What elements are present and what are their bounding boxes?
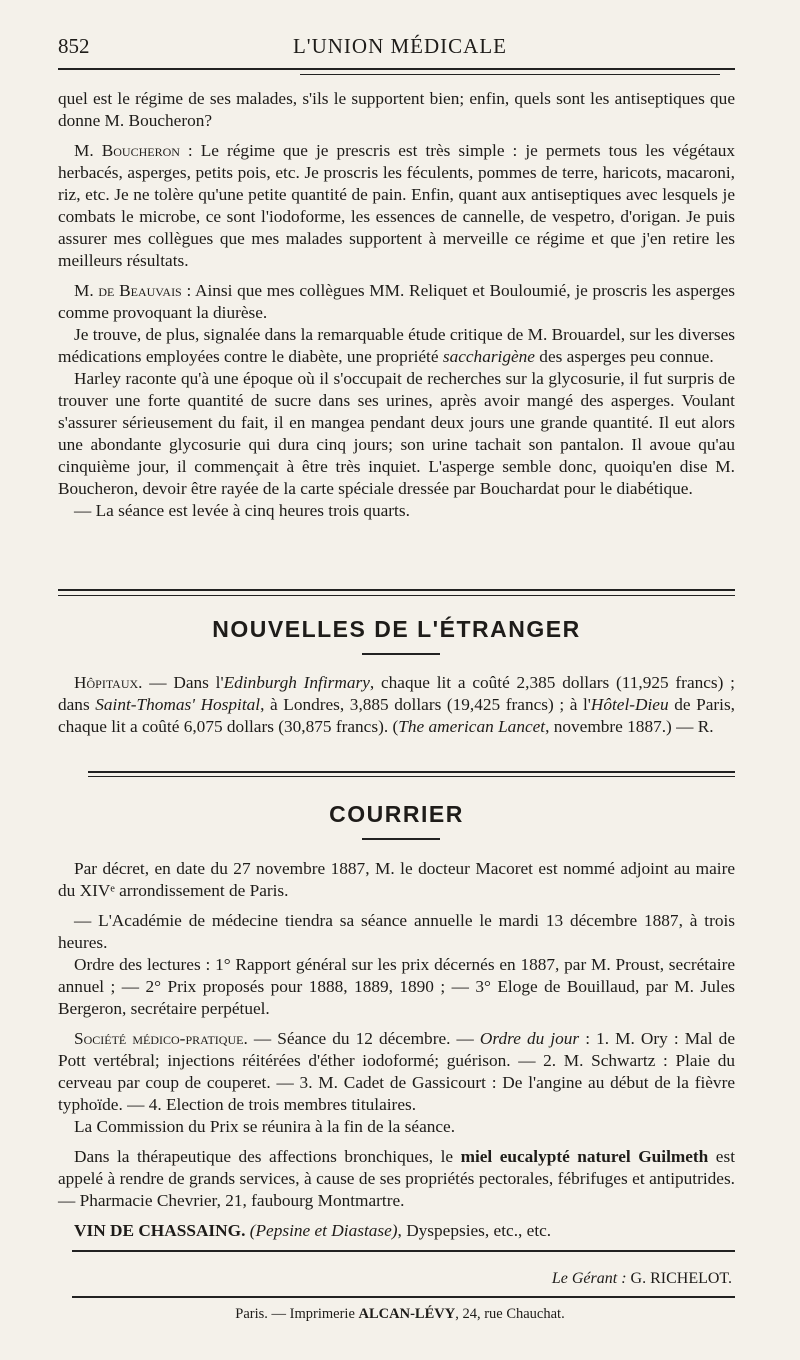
paragraph-miel xyxy=(58,1146,735,1212)
running-header xyxy=(58,34,742,64)
courrier-block xyxy=(58,858,735,1242)
hopitaux-text-4: de Paris, chaque lit a coûté 6,075 dollars (30,875 francs). ( xyxy=(58,695,735,736)
boucheron-text: : Le régime que je prescris est très simple : je permets tous les végétaux herbacés, asperges, petits pois, etc. Je proscris les féculents, pommes de terre, haricots, macaroni, riz, etc. Je ne tolère qu'une petite quantité de pain. Enfin, quant aux antiseptiques avec lesquels je combats le microbe, ce sont l'iodoforme, les essences de cannelle, de vespetro, d'origan. Je puis assurer mes collègues que mes malades supportent à merveille ce régime et que j'en retire les meilleurs résultats. xyxy=(58,141,735,270)
societe-text-1: — Séance du 12 décembre. — xyxy=(247,1029,480,1048)
product-vin-chassaing: VIN DE CHASSAING. xyxy=(74,1221,246,1240)
miel-text-1: Dans la thérapeutique des affections bronchiques, le xyxy=(74,1147,461,1166)
printer-line xyxy=(0,1306,800,1323)
hopitaux-text-2: , chaque lit a coûté 2,385 dollars (11,925 francs) ; dans xyxy=(58,673,735,714)
printer-name: ALCAN-LÉVY xyxy=(358,1306,456,1322)
source-lancet: The american Lancet xyxy=(398,717,546,736)
printer-address: , 24, rue Chauchat. xyxy=(455,1306,565,1322)
title-underline-etranger xyxy=(362,653,440,655)
vin-composition: (Pepsine et Diastase) xyxy=(249,1221,398,1240)
section-title-etranger: NOUVELLES DE L'ÉTRANGER xyxy=(212,616,581,642)
gerant-label: Le Gérant : xyxy=(551,1270,627,1287)
printer-city: Paris. — Imprimerie xyxy=(235,1306,359,1322)
etranger-block xyxy=(58,672,735,738)
hopitaux-text-1: — Dans l' xyxy=(142,673,224,692)
discussion-block xyxy=(58,88,735,522)
hospital-hotel-dieu: Hôtel-Dieu xyxy=(590,695,669,714)
label-hopitaux: Hôpitaux. xyxy=(74,673,143,692)
paragraph-vin xyxy=(58,1220,735,1242)
ordre-du-jour: Ordre du jour xyxy=(479,1029,580,1048)
paragraph-seance-levee: — La séance est levée à cinq heures trois quarts. xyxy=(74,501,410,520)
journal-title: L'UNION MÉDICALE xyxy=(292,34,507,58)
hospital-edinburgh: Edinburgh Infirmary xyxy=(223,673,370,692)
paragraph-brouardel xyxy=(58,324,735,368)
title-underline-courrier xyxy=(362,838,440,840)
paragraph-beauvais xyxy=(58,280,735,324)
paragraph-harley: Harley raconte qu'à une époque où il s'occupait de recherches sur la glycosurie, il fut surpris de trouver une forte quantité de sucre dans ses urines, après avoir mangé des asperges. Voulant s'assurer sérieusement du fait, il en mangea pendant deux jours une grande quantité. Il eut alors une abondante glycosurie qui dura cinq jours; son urine tachait son pantalon. Il avoue qu'au cinquième jour, il commençait à être très inquiet. L'asperge semble donc, quoiqu'en dise M. Boucheron, devoir être rayée de la carte spéciale dressée par Bouchardat pour le diabétique. xyxy=(58,369,735,498)
section-rule-bottom xyxy=(58,595,735,596)
paragraph-academie: — L'Académie de médecine tiendra sa séance annuelle le mardi 13 décembre 1887, à trois heures. xyxy=(58,911,735,952)
societe-text-2: : 1. M. Ory : Mal de Pott vertébral; injections réitérées d'éther iodoformé; guérison. — 2. M. Schwartz : Plaie du cerveau par coup de couperet. — 3. M. Cadet de Gassicourt : De l'angine au début de la fièvre typhoïde. — 4. Election de trois membres titulaires. xyxy=(58,1029,735,1114)
speaker-beauvais: M. de Beauvais xyxy=(74,281,182,300)
footer-rule-bottom xyxy=(72,1296,735,1298)
paragraph-question: quel est le régime de ses malades, s'ils le supportent bien; enfin, quels sont les antiseptiques que donne M. Boucheron? xyxy=(58,89,735,130)
beauvais-text: : Ainsi que mes collègues MM. Reliquet et Bouloumié, je proscris les asperges comme provoquant la diurèse. xyxy=(58,281,735,322)
header-rule xyxy=(58,68,735,70)
product-miel-guilmeth: miel eucalypté naturel Guilmeth xyxy=(460,1147,709,1166)
gerant-name: G. RICHELOT. xyxy=(630,1270,732,1287)
section-rule-top-2 xyxy=(88,771,735,773)
brouardel-text-end: des asperges peu connue. xyxy=(534,347,714,366)
speaker-boucheron: M. Boucheron xyxy=(74,141,180,160)
label-societe: Société médico-pratique. xyxy=(74,1029,248,1048)
paragraph-hopitaux xyxy=(58,672,735,738)
vin-text: , Dyspepsies, etc., etc. xyxy=(397,1221,552,1240)
brouardel-text: Je trouve, de plus, signalée dans la remarquable étude critique de M. Brouardel, sur les diverses médications employées contre le diabète, une propriété xyxy=(58,325,735,366)
paragraph-commission: La Commission du Prix se réunira à la fin de la séance. xyxy=(74,1117,456,1136)
term-saccharigene: saccharigène xyxy=(442,347,535,366)
page-number: 852 xyxy=(58,34,90,58)
footer-rule-top xyxy=(72,1250,735,1252)
hospital-saint-thomas: Saint-Thomas' Hospital xyxy=(95,695,261,714)
paragraph-boucheron xyxy=(58,140,735,272)
gerant-signature xyxy=(552,1270,732,1288)
miel-text-2: est appelé à rendre de grands services, à cause de ses propriétés pectorales, fébrifuges et antiputrides. — Pharmacie Chevrier, 21, faubourg Montmartre. xyxy=(58,1147,735,1210)
paragraph-decret: Par décret, en date du 27 novembre 1887, M. le docteur Macoret est nommé adjoint au maire du XIVᵉ arrondissement de Paris. xyxy=(58,859,735,900)
section-rule-bottom-2 xyxy=(88,776,735,777)
section-rule-top xyxy=(58,589,735,591)
paragraph-societe xyxy=(58,1028,735,1116)
section-title-courrier: COURRIER xyxy=(329,801,464,827)
header-rule-thin xyxy=(300,74,720,75)
hopitaux-text-5: , novembre 1887.) — R. xyxy=(545,717,714,736)
paragraph-lectures: Ordre des lectures : 1° Rapport général sur les prix décernés en 1887, par M. Proust, secrétaire annuel ; — 2° Prix proposés pour 1888, 1889, 1890 ; — 3° Eloge de Bouillaud, par M. Jules Bergeron, secrétaire perpétuel. xyxy=(58,955,735,1018)
hopitaux-text-3: , à Londres, 3,885 dollars (19,425 francs) ; à l' xyxy=(260,695,591,714)
